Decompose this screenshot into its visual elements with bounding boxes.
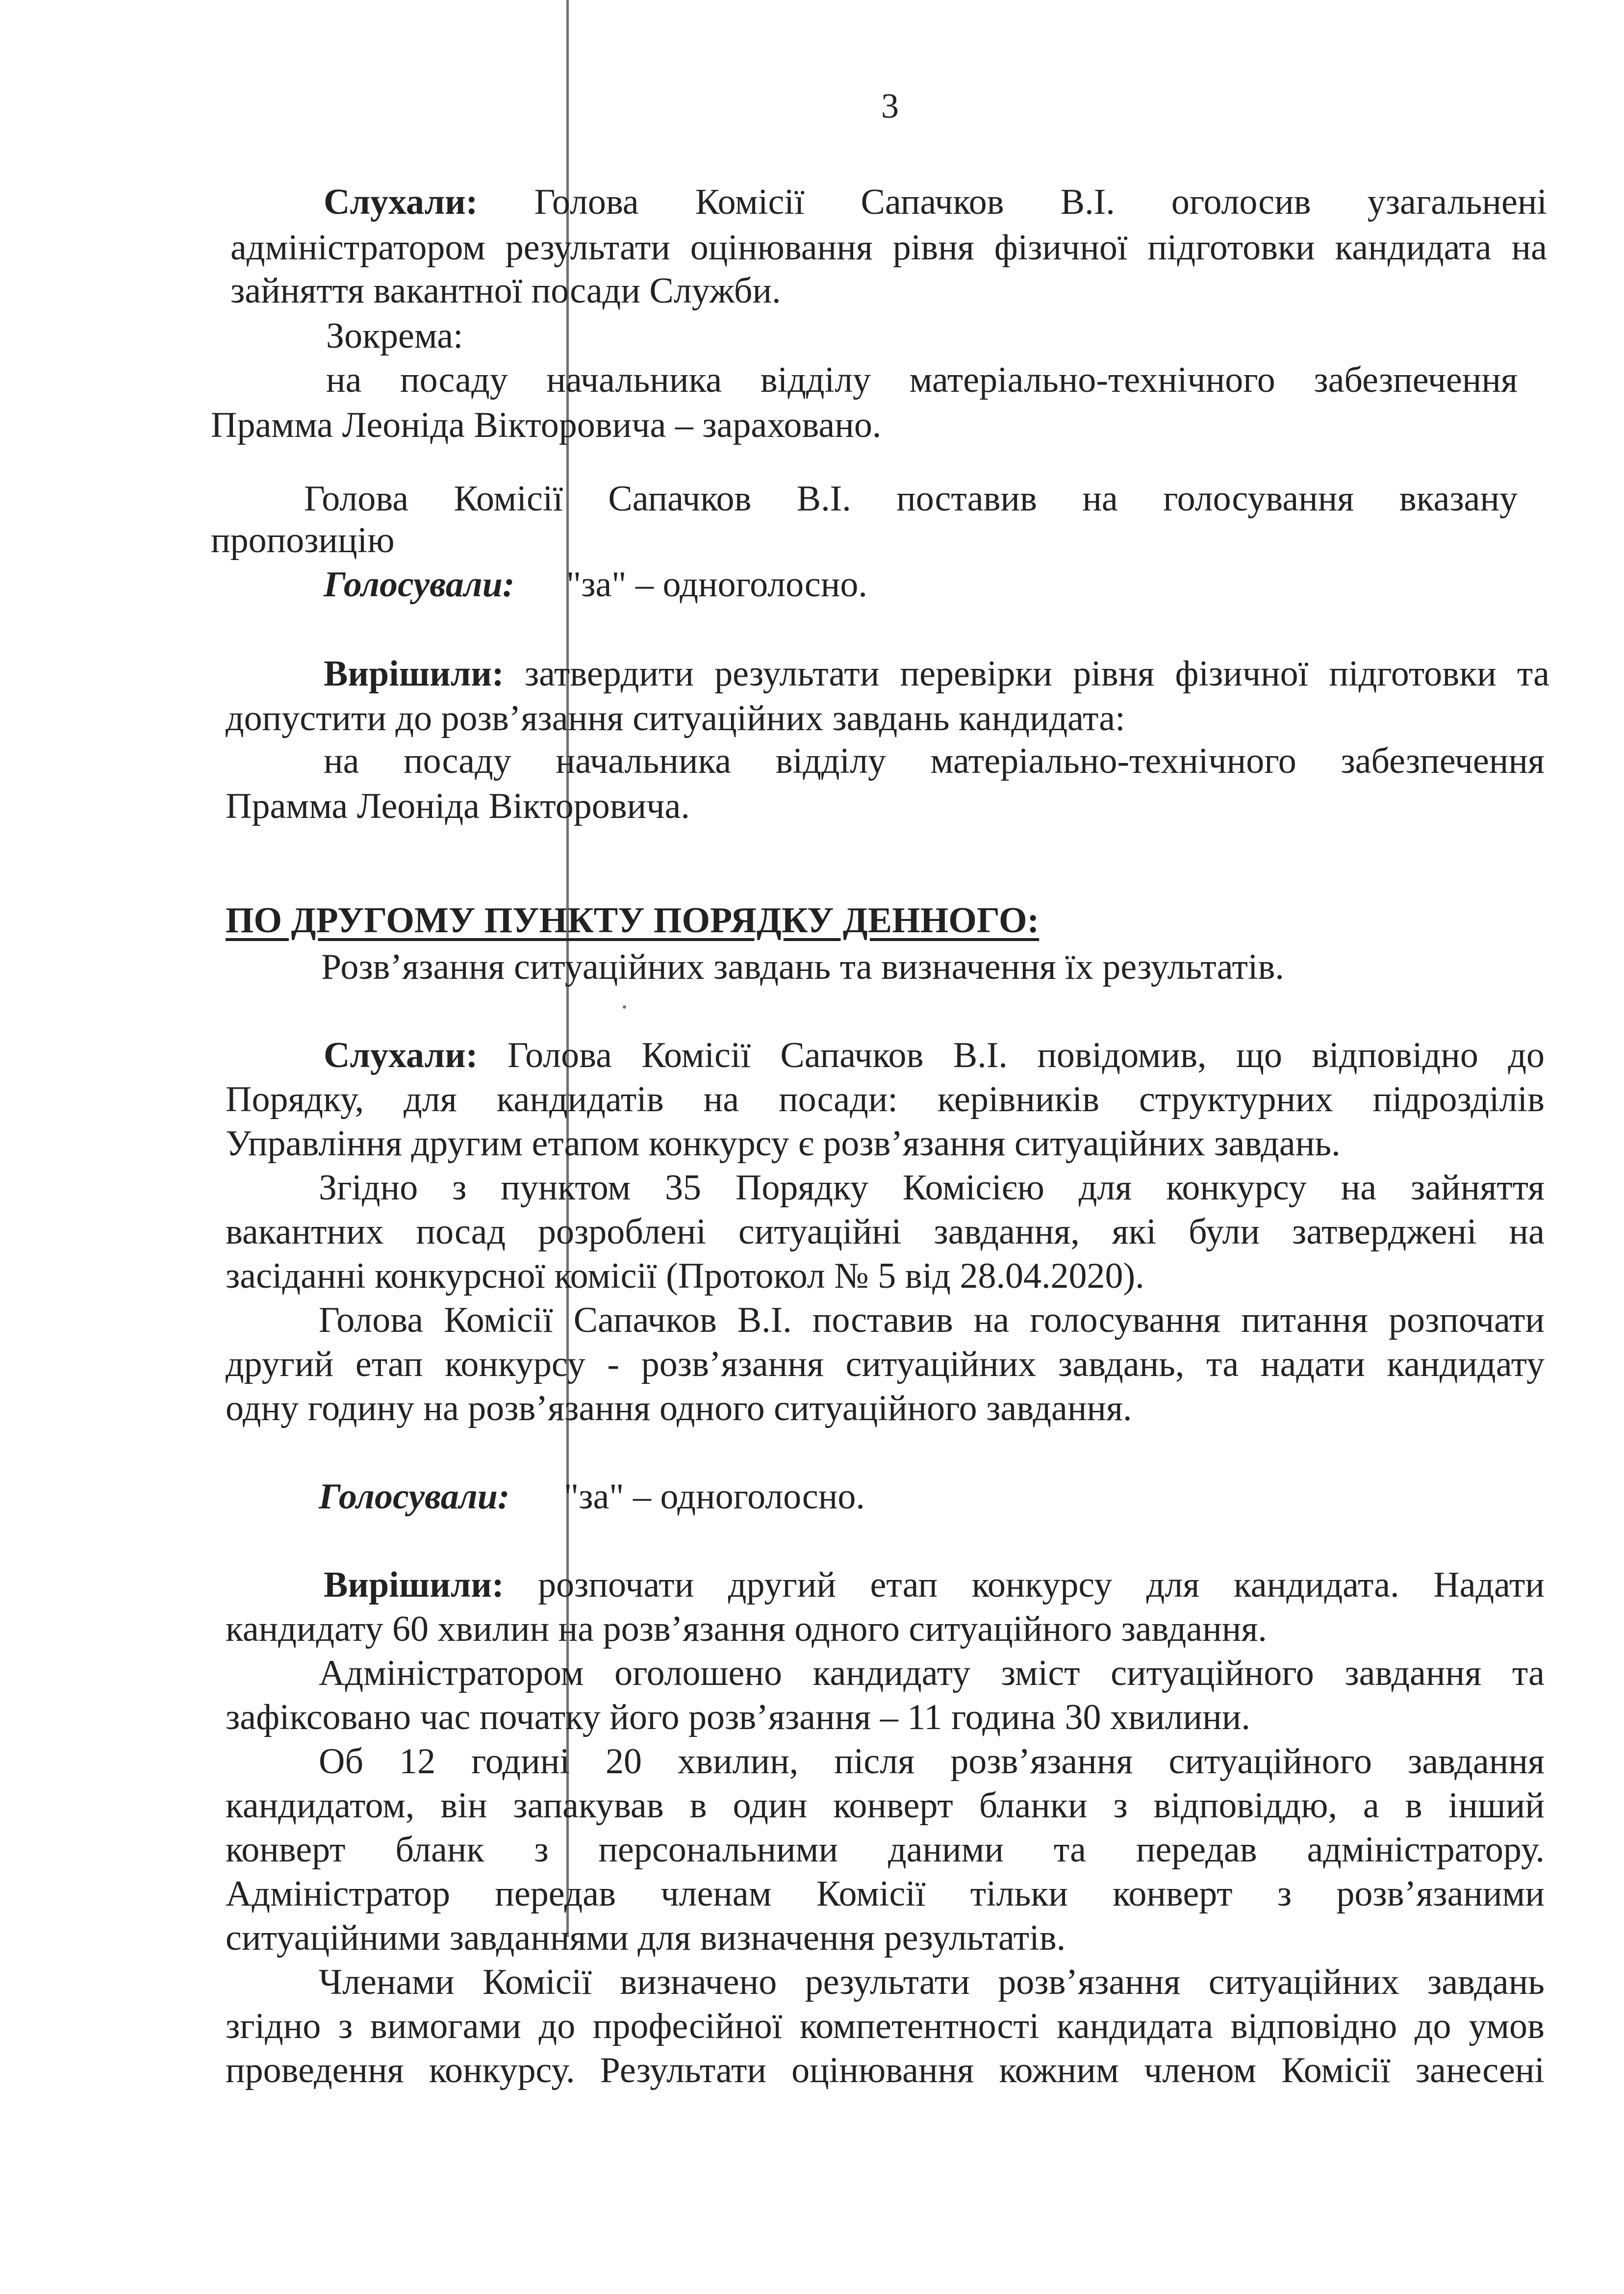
heard-paragraph-line bbox=[324, 184, 1547, 220]
time-line-5: ситуаційними завданнями для визначення результатів. bbox=[226, 1918, 1066, 1958]
heard-paragraph-line-2 bbox=[324, 1037, 1545, 1073]
heard-label-2: Слухали: bbox=[324, 1035, 478, 1075]
decided-paragraph-line-2 bbox=[324, 1567, 1545, 1603]
voted-value: "за" – одноголосно. bbox=[566, 564, 867, 605]
members-line-2: згідно з вимогами до професійної компетентності кандидата відповідно до умов bbox=[226, 2006, 1545, 2046]
voted-label-2: Голосували: bbox=[319, 1477, 510, 1517]
page-number: 3 bbox=[881, 86, 899, 126]
time-line-2: кандидатом, він запакував в один конверт бланки з відповіддю, а в інший bbox=[226, 1785, 1545, 1826]
heard-text: Голова Комісії Сапачков В.І. оголосив узагальнені bbox=[478, 182, 1547, 222]
vote-question-line-2: другий етап конкурсу - розв’язання ситуаційних завдань, та надати кандидату bbox=[226, 1344, 1545, 1384]
voted-label: Голосували: bbox=[324, 564, 515, 605]
decided-paragraph-line bbox=[324, 656, 1549, 692]
decided2-line-2: кандидату 60 хвилин на розв’язання одного ситуаційного завдання. bbox=[226, 1609, 1267, 1649]
zokrema-label: Зокрема: bbox=[326, 316, 463, 356]
position-line-1: на посаду начальника відділу матеріально-технічного забезпечення bbox=[326, 360, 1518, 400]
admin-line-1: Адміністратором оголошено кандидату зміст ситуаційного завдання та bbox=[319, 1653, 1545, 1693]
decided-text-2: розпочати другий етап конкурсу для кандидата. Надати bbox=[504, 1565, 1545, 1605]
p35-line-2: вакантних посад розроблені ситуаційні завдання, які були затверджені на bbox=[226, 1212, 1545, 1252]
scan-speck bbox=[623, 1005, 626, 1009]
proposal-line-2: пропозицію bbox=[211, 520, 395, 561]
time-line-3: конверт бланк з персональними даними та передав адміністратору. bbox=[226, 1830, 1545, 1870]
decided-line-4: Прамма Леоніда Вікторовича. bbox=[226, 786, 690, 826]
decided-line-3: на посаду начальника відділу матеріально-технічного забезпечення bbox=[324, 741, 1545, 781]
heard-line-2: адміністратором результати оцінювання рівня фізичної підготовки кандидата на bbox=[230, 228, 1547, 268]
section-heading: ПО ДРУГОМУ ПУНКТУ ПОРЯДКУ ДЕННОГО: bbox=[226, 900, 1040, 941]
heard2-line-3: Управління другим етапом конкурсу є розв’язання ситуаційних завдань. bbox=[226, 1123, 1341, 1164]
heard-label: Слухали: bbox=[324, 182, 478, 222]
vote-question-line-3: одну годину на розв’язання одного ситуаційного завдання. bbox=[226, 1388, 1132, 1428]
p35-line-1: Згідно з пунктом 35 Порядку Комісією для конкурсу на зайняття bbox=[319, 1168, 1545, 1208]
time-line-4: Адміністратор передав членам Комісії тільки конверт з розв’язаними bbox=[226, 1874, 1545, 1914]
members-line-1: Членами Комісії визначено результати розв’язання ситуаційних завдань bbox=[319, 1962, 1545, 2002]
decided-line-2: допустити до розв’язання ситуаційних завдань кандидата: bbox=[226, 698, 1125, 739]
heard-line-3: зайняття вакантної посади Служби. bbox=[230, 271, 781, 311]
proposal-line-1: Голова Комісії Сапачков В.І. поставив на голосування вказану bbox=[304, 479, 1518, 519]
position-line-2: Прамма Леоніда Вікторовича – зараховано. bbox=[211, 405, 882, 445]
admin-line-2: зафіксовано час початку його розв’язання – 11 година 30 хвилини. bbox=[226, 1697, 1250, 1737]
vote-question-line-1: Голова Комісії Сапачков В.І. поставив на голосування питання розпочати bbox=[319, 1300, 1545, 1340]
heard2-line-2: Порядку, для кандидатів на посади: керівників структурних підрозділів bbox=[226, 1079, 1545, 1120]
section-subtitle: Розв’язання ситуаційних завдань та визначення їх результатів. bbox=[321, 947, 1284, 987]
decided-text: затвердити результати перевірки рівня фізичної підготовки та bbox=[504, 654, 1549, 694]
decided-label: Вирішили: bbox=[324, 654, 504, 694]
heard-text-2: Голова Комісії Сапачков В.І. повідомив, що відповідно до bbox=[478, 1035, 1545, 1075]
decided-label-2: Вирішили: bbox=[324, 1565, 504, 1605]
members-line-3: проведення конкурсу. Результати оцінювання кожним членом Комісії занесені bbox=[226, 2050, 1545, 2090]
time-line-1: Об 12 годині 20 хвилин, після розв’язання ситуаційного завдання bbox=[319, 1741, 1545, 1782]
voted-value-2: "за" – одноголосно. bbox=[564, 1477, 865, 1517]
p35-line-3: засіданні конкурсної комісії (Протокол № 5 від 28.04.2020). bbox=[226, 1256, 1144, 1296]
